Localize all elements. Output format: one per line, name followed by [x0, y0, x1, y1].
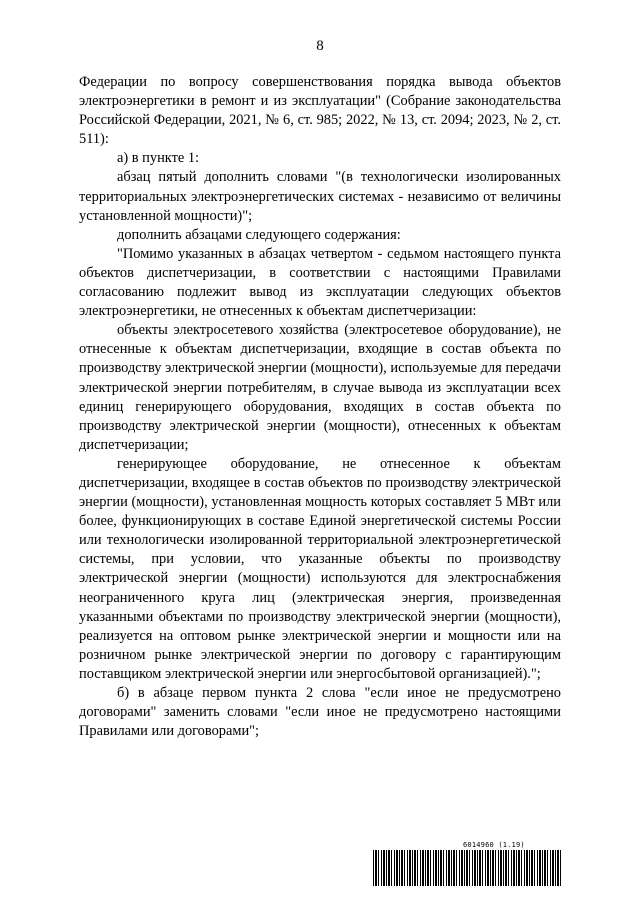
paragraph-quoted-intro: "Помимо указанных в абзацах четвертом - седьмом настоящего пункта объектов диспетчеризации, в соответствии с настоящими Правилами согласованию подлежит вывод из эксплуатации следующих объектов электроэнергетики, не отнесенных к объектам диспетчеризации:	[79, 245, 561, 320]
paragraph-item-b: б) в абзаце первом пункта 2 слова "если иное не предусмотрено договорами" заменить словами "если иное не предусмотрено настоящими Правилами или договорами";	[79, 685, 561, 740]
paragraph-continuation: Федерации по вопросу совершенствования порядка вывода объектов электроэнергетики в ремонт и из эксплуатации" (Собрание законодательства Российской Федерации, 2021, № 6, ст. 985; 2022, № 13, ст. 2094; 2023, № 2, ст. 511):	[79, 74, 561, 148]
paragraph-add-clauses: дополнить абзацами следующего содержания:	[117, 226, 401, 243]
paragraph-item-a: а) в пункте 1:	[117, 150, 200, 167]
barcode	[373, 850, 561, 886]
paragraph-generating-equipment: генерирующее оборудование, не отнесенное к объектам диспетчеризации, входящее в состав объектов по производству электрической энергии (мощности), установленная мощность которых составляет 5 МВт или более, функционирующих в составе Единой энергетической системы России или технологически изолированной территориальной электроэнергетической системы, при условии, что указанные объекты по производству электрической энергии (мощности) используются для электроснабжения неограниченного круга лиц (электрическая энергия, произведенная указанными объектами по производству электрической энергии (мощности), реализуется на оптовом рынке электрической энергии и мощности или на розничном рынке электрической энергии по договору с гарантирующим поставщиком электрической энергии или энергосбытовой организацией).";	[79, 455, 561, 682]
page-number: 8	[316, 38, 324, 54]
document-body	[79, 73, 561, 741]
barcode-label: 6014960 (1.19)	[463, 841, 525, 849]
paragraph-fifth-amendment: абзац пятый дополнить словами "(в технологически изолированных территориальных электроэнергетических системах - независимо от величины установленной мощности)";	[79, 169, 561, 224]
paragraph-grid-objects: объекты электросетевого хозяйства (электросетевое оборудование), не отнесенные к объектам диспетчеризации, входящие в состав объекта по производству электрической энергии (мощности), используемые для передачи электрической энергии потребителям, в случае вывода из эксплуатации всех единиц генерирующего оборудования, входящих в состав объекта по производству электрической энергии (мощности), отнесенных к объектам диспетчеризации;	[79, 322, 561, 453]
